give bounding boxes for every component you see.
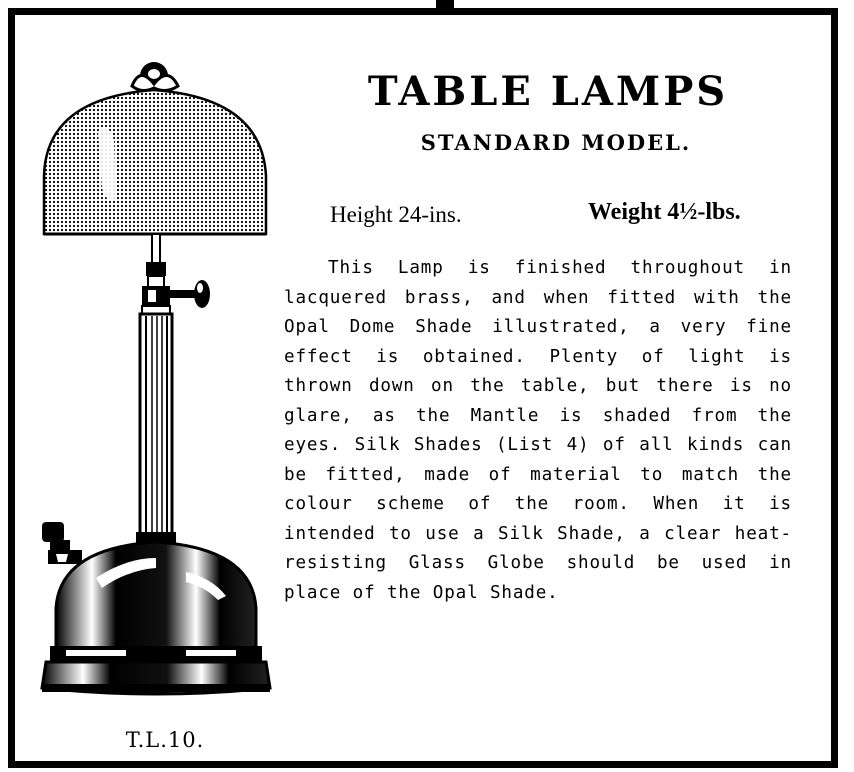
page-title: TABLE LAMPS [367, 68, 729, 115]
lamp-stem [136, 234, 210, 544]
height-spec: Height 24-ins. [330, 202, 462, 227]
filler-cap [42, 522, 82, 564]
opal-dome-shade [44, 90, 266, 234]
table-lamp-icon [36, 48, 276, 720]
shade-finial [132, 62, 178, 91]
weight-spec: Weight 4½-lbs. [588, 199, 741, 225]
model-subtitle: STANDARD MODEL. [420, 130, 692, 155]
lamp-fount [42, 542, 270, 694]
product-description: This Lamp is finished throughout in lacquered brass, and when fitted with the Opal Dome Shade illustrated, a very fine effect is obtained. Plenty of light is thrown down on the table, but there is no glare, as the Mantle is shaded from the eyes. Silk Shades (List 4) of all kinds can be fitted, made of material to match the colour scheme of the room. When it is intended to use a Silk Shade, a clear heat-resisting Glass Globe should be used in place of the Opal Shade. [284, 258, 792, 603]
model-caption: T.L.10. [125, 728, 205, 752]
